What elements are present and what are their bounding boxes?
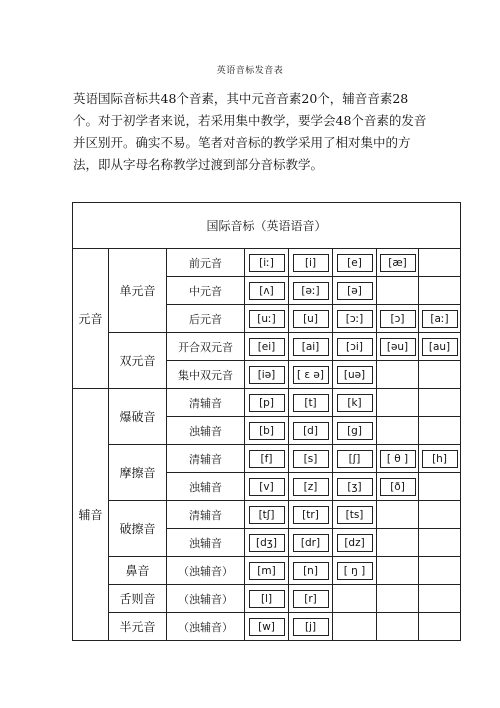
phonetic-symbol: [ɔ] — [380, 310, 416, 328]
phonetic-symbol: [w] — [249, 618, 285, 636]
symbol-cell — [289, 305, 333, 333]
symbol-cell — [289, 501, 333, 529]
sound-type: 中元音 — [167, 277, 245, 305]
table-row — [73, 585, 461, 613]
consonant-subgroup-label: 摩擦音 — [109, 445, 167, 501]
empty-cell — [419, 249, 461, 277]
table-row — [73, 389, 461, 417]
symbol-cell — [245, 277, 289, 305]
symbol-cell — [377, 445, 419, 473]
symbol-cell — [245, 389, 289, 417]
document-title: 英语音标发音表 — [216, 66, 284, 76]
empty-cell — [377, 557, 419, 585]
sound-type: 开合双元音 — [167, 333, 245, 361]
vowel-group-label: 元音 — [73, 249, 109, 389]
symbol-cell — [245, 417, 289, 445]
symbol-cell — [289, 557, 333, 585]
symbol-cell — [289, 417, 333, 445]
symbol-cell — [245, 305, 289, 333]
table-row — [73, 557, 461, 585]
symbol-cell — [419, 445, 461, 473]
phonetic-symbol: [əː] — [293, 282, 329, 300]
symbol-cell — [333, 557, 377, 585]
empty-cell — [419, 501, 461, 529]
phonetic-symbol: [uː] — [249, 310, 285, 328]
sound-type: 后元音 — [167, 305, 245, 333]
symbol-cell — [377, 333, 419, 361]
symbol-cell — [333, 277, 377, 305]
empty-cell — [419, 585, 461, 613]
consonant-subgroup-label: 爆破音 — [109, 389, 167, 445]
symbol-cell — [245, 557, 289, 585]
table-row — [73, 249, 461, 277]
consonant-group-label: 辅音 — [73, 389, 109, 641]
sound-type: 前元音 — [167, 249, 245, 277]
phonetic-symbol: [ ŋ ] — [337, 562, 373, 580]
symbol-cell — [289, 277, 333, 305]
phonetic-symbol: [dz] — [337, 534, 373, 552]
sound-type: 清辅音 — [167, 445, 245, 473]
sound-type: （浊辅音） — [167, 557, 245, 585]
symbol-cell — [245, 333, 289, 361]
empty-cell — [419, 361, 461, 389]
consonant-subgroup-label: 半元音 — [109, 613, 167, 641]
phonetic-symbol: [j] — [293, 618, 329, 636]
empty-cell — [377, 501, 419, 529]
empty-cell — [377, 389, 419, 417]
table-row — [73, 333, 461, 361]
symbol-cell — [333, 361, 377, 389]
phonetic-symbol: [ai] — [293, 338, 329, 356]
symbol-cell — [289, 585, 333, 613]
empty-cell — [333, 585, 377, 613]
empty-cell — [419, 417, 461, 445]
symbol-cell — [289, 445, 333, 473]
sound-type: 浊辅音 — [167, 417, 245, 445]
symbol-cell — [245, 361, 289, 389]
empty-cell — [419, 389, 461, 417]
phonetic-symbol: [m] — [249, 562, 285, 580]
phonetic-symbol: [k] — [337, 394, 373, 412]
empty-cell — [333, 613, 377, 641]
consonant-subgroup-label: 鼻音 — [109, 557, 167, 585]
phonetic-symbol: [ɔi] — [337, 338, 373, 356]
phonetic-symbol: [s] — [293, 450, 329, 468]
empty-cell — [377, 277, 419, 305]
empty-cell — [419, 473, 461, 501]
phonetic-symbol: [n] — [293, 562, 329, 580]
symbol-cell — [289, 389, 333, 417]
phonetic-symbol: [b] — [249, 422, 285, 440]
sound-type: 清辅音 — [167, 501, 245, 529]
phonetic-symbol: [e] — [337, 254, 373, 272]
phonetic-symbol: [r] — [293, 590, 329, 608]
symbol-cell — [245, 585, 289, 613]
intro-text: 英语国际音标共48个音素，其中元音音素20个，辅音音素28个。对于初学者来说，若采用集中教学，要学会48个音素的发音并区别开。确实不易。笔者对音标的教学采用了相对集中的方法，即从字母名称教学过渡到部分音标教学。 — [73, 91, 427, 172]
phonetic-symbol: [iː] — [249, 254, 285, 272]
phonetic-symbol: [au] — [422, 338, 458, 356]
phonetic-symbol: [əu] — [380, 338, 416, 356]
phonetic-symbol: [tʃ] — [249, 506, 285, 524]
phonetic-symbol: [ʒ] — [337, 478, 373, 496]
phonetic-symbol: [iə] — [249, 366, 285, 384]
phonetic-symbol: [f] — [249, 450, 285, 468]
phonetic-symbol: [p] — [249, 394, 285, 412]
consonant-subgroup-label: 舌则音 — [109, 585, 167, 613]
phonetic-symbol: [u] — [293, 310, 329, 328]
phonetic-symbol: [d] — [293, 422, 329, 440]
symbol-cell — [333, 445, 377, 473]
symbol-cell — [289, 249, 333, 277]
symbol-cell — [289, 361, 333, 389]
symbol-cell — [245, 445, 289, 473]
symbol-cell — [333, 529, 377, 557]
table-header: 国际音标（英语语音） — [73, 203, 461, 249]
symbol-cell — [289, 473, 333, 501]
empty-cell — [419, 529, 461, 557]
symbol-cell — [419, 333, 461, 361]
phonetic-symbol: [uə] — [337, 366, 373, 384]
phonetic-symbol: [ts] — [337, 506, 373, 524]
symbol-cell — [245, 473, 289, 501]
empty-cell — [377, 613, 419, 641]
empty-cell — [377, 361, 419, 389]
symbol-cell — [333, 501, 377, 529]
vowel-subgroup-label: 单元音 — [109, 249, 167, 333]
empty-cell — [419, 613, 461, 641]
phonetic-symbol: [tr] — [293, 506, 329, 524]
table-row — [73, 445, 461, 473]
symbol-cell — [419, 305, 461, 333]
vowel-subgroup-label: 双元音 — [109, 333, 167, 389]
symbol-cell — [333, 333, 377, 361]
symbol-cell — [245, 249, 289, 277]
empty-cell — [419, 557, 461, 585]
phonetic-symbol: [ʃ] — [337, 450, 373, 468]
symbol-cell — [245, 501, 289, 529]
phonetic-symbol: [aː] — [422, 310, 458, 328]
empty-cell — [377, 585, 419, 613]
phonetic-symbol: [dr] — [293, 534, 329, 552]
symbol-cell — [245, 613, 289, 641]
sound-type: 浊辅音 — [167, 473, 245, 501]
phonetic-symbol: [æ] — [380, 254, 416, 272]
phonetic-symbol: [v] — [249, 478, 285, 496]
sound-type: （浊辅音） — [167, 613, 245, 641]
phonetic-table — [72, 202, 461, 641]
symbol-cell — [245, 529, 289, 557]
consonant-subgroup-label: 破擦音 — [109, 501, 167, 557]
sound-type: 浊辅音 — [167, 529, 245, 557]
phonetic-symbol: [ə] — [337, 282, 373, 300]
symbol-cell — [333, 305, 377, 333]
empty-cell — [377, 529, 419, 557]
sound-type: （浊辅音） — [167, 585, 245, 613]
empty-cell — [419, 277, 461, 305]
phonetic-symbol: [ ɛ ə] — [293, 366, 329, 384]
symbol-cell — [289, 613, 333, 641]
phonetic-symbol: [ʌ] — [249, 282, 285, 300]
symbol-cell — [333, 249, 377, 277]
symbol-cell — [333, 473, 377, 501]
phonetic-symbol: [dʒ] — [249, 534, 285, 552]
phonetic-symbol: [ θ ] — [380, 450, 416, 468]
phonetic-symbol: [h] — [422, 450, 458, 468]
symbol-cell — [289, 529, 333, 557]
empty-cell — [377, 417, 419, 445]
symbol-cell — [377, 305, 419, 333]
phonetic-symbol: [t] — [293, 394, 329, 412]
table-row — [73, 613, 461, 641]
phonetic-symbol: [g] — [337, 422, 373, 440]
sound-type: 清辅音 — [167, 389, 245, 417]
symbol-cell — [333, 389, 377, 417]
phonetic-symbol: [i] — [293, 254, 329, 272]
intro-paragraph — [73, 88, 433, 176]
symbol-cell — [333, 417, 377, 445]
phonetic-symbol: [ɔː] — [337, 310, 373, 328]
table-row — [73, 501, 461, 529]
phonetic-symbol: [z] — [293, 478, 329, 496]
symbol-cell — [289, 333, 333, 361]
sound-type: 集中双元音 — [167, 361, 245, 389]
phonetic-symbol: [l] — [249, 590, 285, 608]
phonetic-symbol: [ð] — [380, 478, 416, 496]
symbol-cell — [377, 249, 419, 277]
symbol-cell — [377, 473, 419, 501]
phonetic-symbol: [ei] — [249, 338, 285, 356]
